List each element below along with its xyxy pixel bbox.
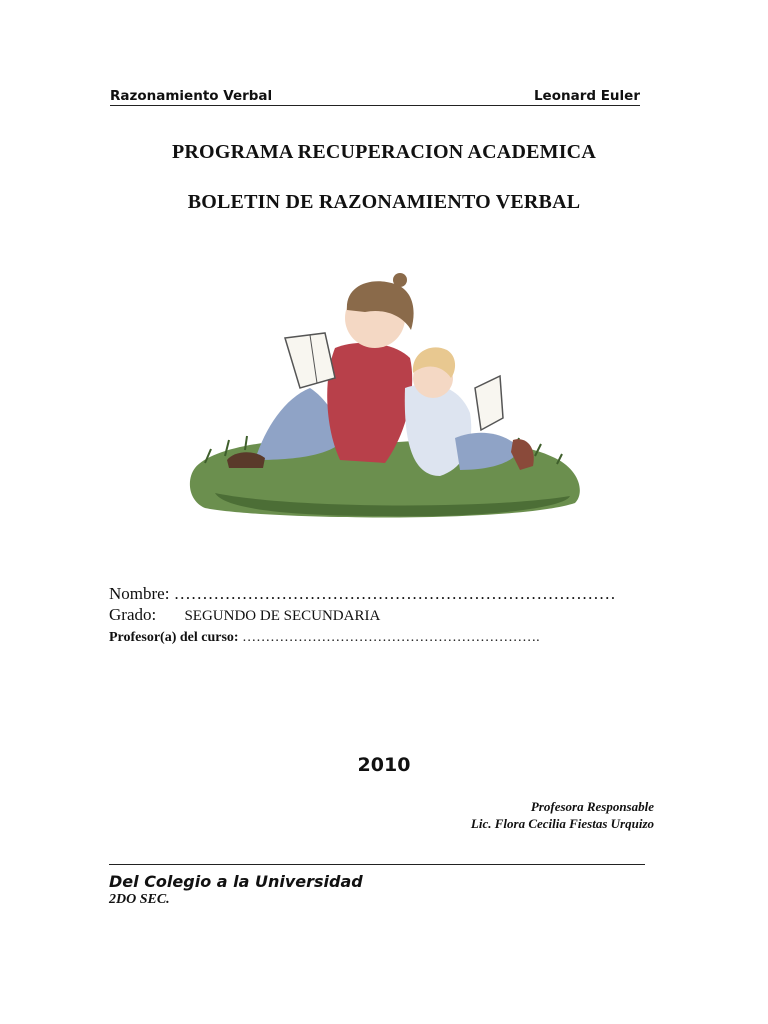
boy-book <box>285 333 335 388</box>
name-field[interactable] <box>109 584 616 604</box>
year: 2010 <box>357 754 411 776</box>
teacher-label: Profesor(a) del curso: <box>109 630 239 645</box>
program-title: PROGRAMA RECUPERACION ACADEMICA <box>172 141 596 163</box>
boy-hair-tuft <box>393 273 407 287</box>
footer-grade: 2DO SEC. <box>109 892 170 907</box>
teacher-field[interactable] <box>109 630 540 646</box>
responsible-name: Lic. Flora Cecilia Fiestas Urquizo <box>470 816 654 831</box>
name-blank[interactable]: …………………………………………………………………… <box>173 584 616 603</box>
name-label: Nombre: <box>109 584 170 603</box>
child-book <box>475 376 503 430</box>
grade-label: Grado: <box>109 605 157 624</box>
header-school: Leonard Euler <box>533 88 640 104</box>
grade-value: SEGUNDO DE SECUNDARIA <box>184 608 381 624</box>
teacher-blank[interactable]: ………………………………………………………. <box>242 630 540 645</box>
footer-divider <box>109 864 645 865</box>
bulletin-title: BOLETIN DE RAZONAMIENTO VERBAL <box>187 191 581 213</box>
children-reading-illustration <box>185 238 590 523</box>
header-subject: Razonamiento Verbal <box>110 88 273 104</box>
responsible-role: Profesora Responsable <box>530 799 654 814</box>
footer-motto: Del Colegio a la Universidad <box>109 872 363 891</box>
page-header <box>110 88 640 106</box>
grade-field <box>109 605 380 625</box>
